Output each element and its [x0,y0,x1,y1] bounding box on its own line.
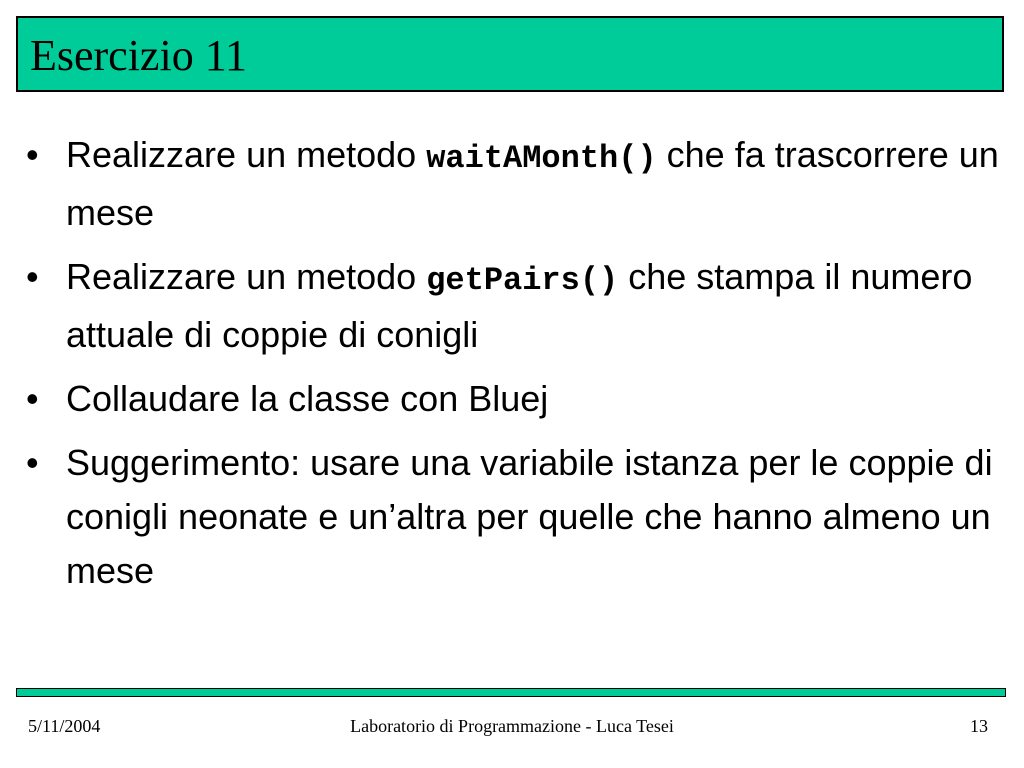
bullet-code: waitAMonth() [426,140,657,177]
bullet-text: Collaudare la classe con Bluej [66,378,549,419]
bullet-marker: • [26,442,39,483]
bullet-text-after: che stampa il numero attuale di coppie di conigli [66,256,973,355]
bullet-marker: • [26,256,39,297]
page-number: 13 [970,716,988,736]
bullet-text: Realizzare un metodo [66,256,427,297]
bullet-item [26,128,1006,240]
bullet-list [26,128,1006,608]
bullet-item [26,372,1006,426]
bullet-marker: • [26,378,39,419]
bullet-item [26,250,1006,362]
slide-title-bar [16,16,1004,92]
bullet-text-after: che fa trascorrere un mese [66,134,999,233]
bullet-code: getPairs() [426,262,619,299]
footer-divider [16,688,1006,697]
bullet-marker: • [26,134,39,175]
bullet-text: Suggerimento: usare una variabile istanza per le coppie di conigli neonate e un’altra per quelle che hanno almeno un mese [66,442,993,591]
slide-title: Esercizio 11 [30,31,248,80]
bullet-text: Realizzare un metodo [66,134,427,175]
footer-date: 5/11/2004 [28,716,101,736]
bullet-item [26,436,1006,598]
footer-title: Laboratorio di Programmazione - Luca Tesei [350,716,674,736]
